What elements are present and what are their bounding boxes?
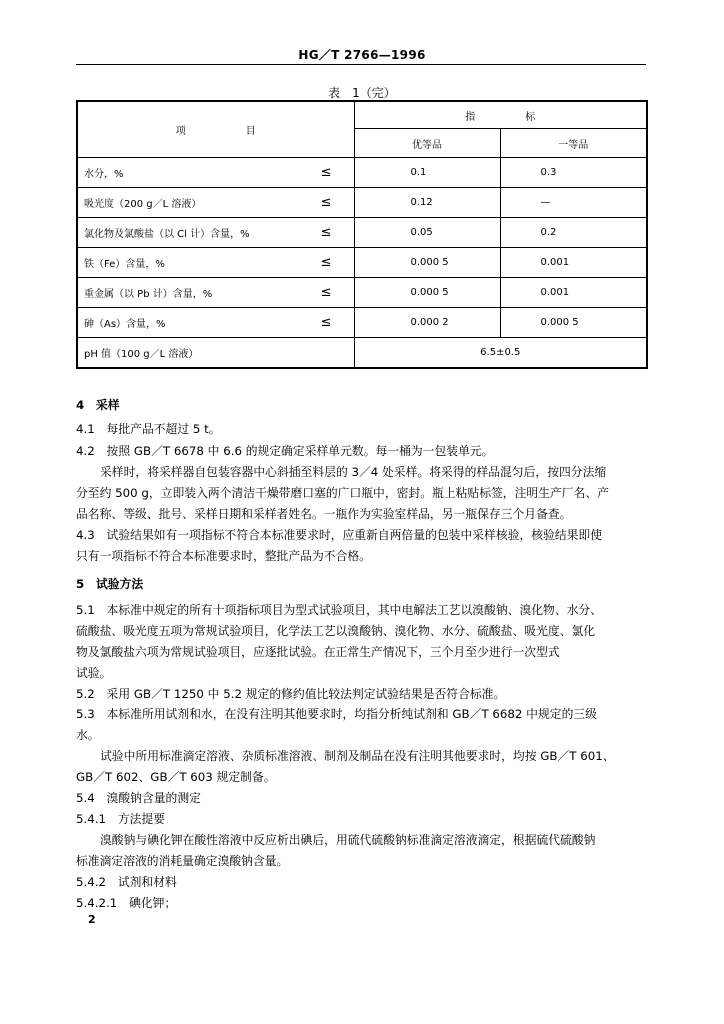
section-4-title: 4 采样 [76,398,120,412]
paragraph-line: 标准滴定溶液的消耗量确定溴酸钠含量。 [76,854,289,868]
table-row [77,158,647,188]
row-operator: ≤ [285,278,354,308]
table-row-ph [77,338,647,369]
paragraph-line: 采样时，将采样器自包装容器中心斜插至料层的 3／4 处采样。将采得的样品混匀后，按四分法缩 [100,465,607,479]
row-item: 吸光度（200 g／L 溶液） [77,188,285,218]
row-operator: ≤ [285,308,354,338]
clause-4-1: 4.1 每批产品不超过 5 t。 [76,422,221,436]
row-value-first: 0.001 [500,248,647,278]
row-operator: ≤ [285,248,354,278]
item-column-header: 项 目 [77,101,354,158]
clause-5-4-2-1: 5.4.2.1 碘化钾； [76,896,177,910]
paragraph-line: 分至约 500 g，立即装入两个清洁干燥带磨口塞的广口瓶中，密封。瓶上粘贴标签，注明生产厂名、产 [76,486,609,500]
paragraph-line: 水。 [76,728,100,742]
row-value-premium: 0.000 5 [354,278,500,308]
row-value-premium: 0.1 [354,158,500,188]
page-number: 2 [88,913,96,926]
row-value-premium: 0.05 [354,218,500,248]
clause-5-3: 5.3 本标准所用试剂和水，在没有注明其他要求时，均指分析纯试剂和 GB／T 6682 中规定的三级 [76,707,597,721]
paragraph-line: GB／T 602、GB／T 603 规定制备。 [76,770,276,784]
clause-4-3: 4.3 试验结果如有一项指标不符合本标准要求时，应重新自两倍量的包装中采样核验，核验结果即使 [76,528,603,542]
row-item: 铁（Fe）含量，% [77,248,285,278]
clause-5-4: 5.4 溴酸钠含量的测定 [76,791,201,805]
paragraph-line: 物及氯酸盐六项为常规试验项目，应逐批试验。在正常生产情况下，三个月至少进行一次型式 [76,645,560,659]
ph-item: pH 值（100 g／L 溶液） [77,338,354,369]
row-item: 重金属（以 Pb 计）含量，% [77,278,285,308]
paragraph-line: 品名称、等级、批号、采样日期和采样者姓名。一瓶作为实验室样品，另一瓶保存三个月备查。 [76,507,572,521]
table-caption: 表 1（完） [328,86,396,100]
row-value-first: 0.2 [500,218,647,248]
row-item: 氯化物及氯酸盐（以 Cl 计）含量，% [77,218,285,248]
row-value-first: 0.3 [500,158,647,188]
table-row [77,278,647,308]
clause-5-4-1: 5.4.1 方法提要 [76,812,166,826]
grade-header-first: 一等品 [500,129,647,158]
header-rule [76,64,646,65]
paragraph-line: 硫酸盐、吸光度五项为常规试验项目，化学法工艺以溴酸钠、溴化物、水分、硫酸盐、吸光度、氯化 [76,624,596,638]
row-value-premium: 0.000 2 [354,308,500,338]
row-operator: ≤ [285,158,354,188]
paragraph-line: 试验中所用标准滴定溶液、杂质标准溶液、制剂及制品在没有注明其他要求时，均按 GB／T 601、 [100,749,615,763]
grade-header-premium: 优等品 [354,129,500,158]
row-item: 砷（As）含量，% [77,308,285,338]
paragraph-line: 只有一项指标不符合本标准要求时，整批产品为不合格。 [76,549,371,563]
row-value-first: — [500,188,647,218]
row-item: 水分，% [77,158,285,188]
row-operator: ≤ [285,188,354,218]
clause-5-2: 5.2 采用 GB／T 1250 中 5.2 规定的修约值比较法判定试验结果是否符合标准。 [76,687,506,701]
ph-value: 6.5±0.5 [354,338,647,369]
table-row [77,188,647,218]
table-row [77,248,647,278]
paragraph-line: 溴酸钠与碘化钾在酸性溶液中反应析出碘后，用硫代硫酸钠标准滴定溶液滴定，根据硫代硫酸钠 [100,833,596,847]
indicator-column-header: 指 标 [354,101,647,129]
clause-5-4-2: 5.4.2 试剂和材料 [76,875,177,889]
row-operator: ≤ [285,218,354,248]
section-5-title: 5 试验方法 [76,577,144,591]
row-value-premium: 0.12 [354,188,500,218]
paragraph-line: 试验。 [76,666,112,680]
standard-code-header: HG／T 2766—1996 [298,48,426,62]
clause-5-1: 5.1 本标准中规定的所有十项指标项目为型式试验项目，其中电解法工艺以溴酸钠、溴化物、水分、 [76,603,603,617]
spec-table [76,100,648,369]
clause-4-2: 4.2 按照 GB／T 6678 中 6.6 的规定确定采样单元数。每一桶为一包装单元。 [76,444,494,458]
row-value-premium: 0.000 5 [354,248,500,278]
row-value-first: 0.000 5 [500,308,647,338]
table-row [77,308,647,338]
table-row [77,218,647,248]
row-value-first: 0.001 [500,278,647,308]
